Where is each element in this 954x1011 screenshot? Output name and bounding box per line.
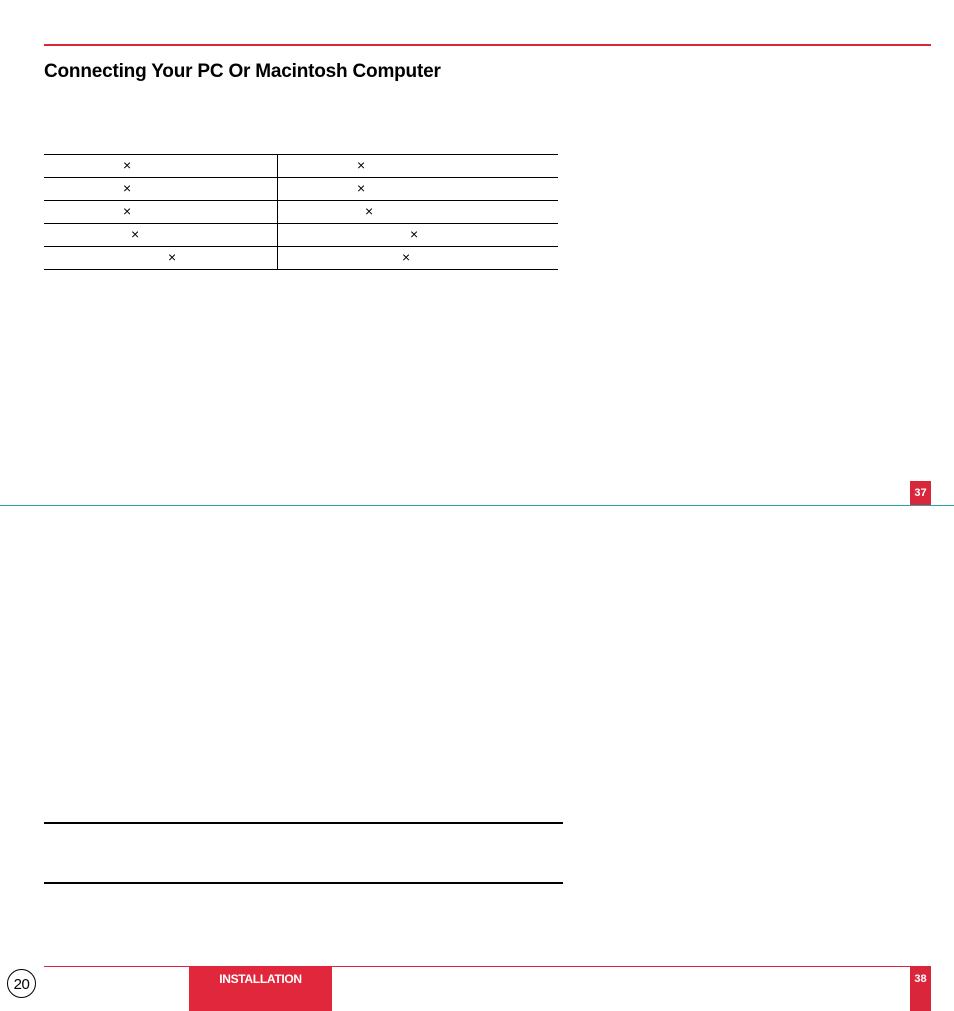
page-tab-upper: 37	[910, 481, 931, 505]
table-row	[44, 224, 558, 247]
table-cell	[44, 224, 278, 247]
table-row	[44, 155, 558, 178]
page-tab-lower: 38	[910, 967, 931, 1011]
note-rule-bottom	[44, 882, 563, 884]
table-row	[44, 247, 558, 270]
table-cell	[278, 178, 559, 201]
times-icon: ×	[357, 157, 366, 173]
times-icon: ×	[123, 203, 132, 219]
section-tab: INSTALLATION	[189, 967, 332, 1011]
table-cell	[44, 155, 278, 178]
table-row	[44, 201, 558, 224]
table-row	[44, 178, 558, 201]
footer-red-rule	[44, 966, 931, 967]
page-number: 20	[7, 969, 36, 998]
table-cell	[278, 224, 559, 247]
table-cell	[278, 201, 559, 224]
section-heading: Connecting Your PC Or Macintosh Computer	[44, 61, 441, 82]
table-cell	[44, 247, 278, 270]
times-icon: ×	[357, 180, 366, 196]
times-icon: ×	[402, 249, 411, 265]
times-icon: ×	[123, 180, 132, 196]
times-icon: ×	[123, 157, 132, 173]
table-cell	[278, 155, 559, 178]
note-rule-top	[44, 822, 563, 824]
times-icon: ×	[131, 226, 140, 242]
times-icon: ×	[365, 203, 374, 219]
resolution-table	[44, 154, 558, 270]
table-cell	[278, 247, 559, 270]
times-icon: ×	[410, 226, 419, 242]
times-icon: ×	[168, 249, 177, 265]
page-divider	[0, 505, 954, 506]
table-cell	[44, 201, 278, 224]
top-red-rule	[44, 44, 931, 46]
table-cell	[44, 178, 278, 201]
